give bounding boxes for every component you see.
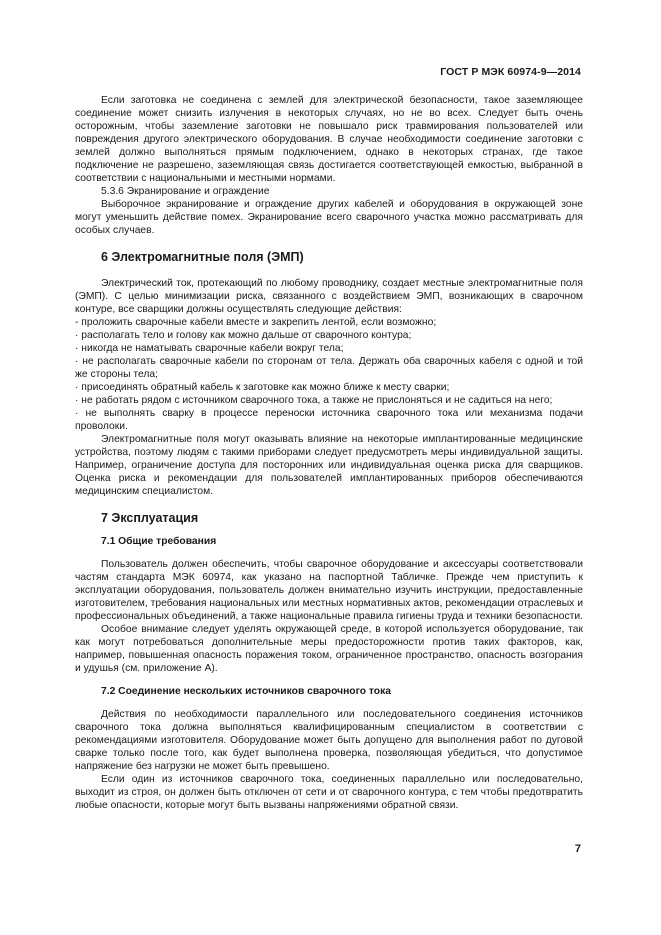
paragraph-emf-intro: Электрический ток, протекающий по любому проводнику, создает местные электромагнитные поля (ЭМП). С целью минимизации риска, связанного с воздействием ЭМП, возникающих в сварочном контуре, все сварщики должны осуществлять следующие действия: (75, 278, 583, 315)
subsection-title-536: 5.3.6 Экранирование и ограждение (101, 186, 270, 197)
list-item: · не располагать сварочные кабели по сторонам от тела. Держать оба сварочных кабеля с одной и той же стороны тела; (75, 356, 583, 380)
list-item: · никогда не наматывать сварочные кабели вокруг тела; (75, 343, 344, 354)
section-7-title: 7 Эксплуатация (101, 511, 199, 525)
section-7-2-title: 7.2 Соединение нескольких источников сварочного тока (101, 686, 391, 697)
document-header: ГОСТ Р МЭК 60974-9—2014 (440, 66, 581, 78)
paragraph-7-2-first: Действия по необходимости параллельного или последовательного соединения источников сварочного тока должна выполняться квалифицированным специалистом в соответствии с рекомендациями изготовителя. Оборудование может быть допущено для выполнения работ по дуговой сварке только после того, как будет выполнена проверка, позволяющая убедиться, что допустимое напряжение без нагрузки не может быть превышено. (75, 709, 583, 772)
paragraph-grounding: Если заготовка не соединена с землей для электрической безопасности, такое заземляющее соединение может снизить излучения в некоторых случаях, но не во всех. Следует быть очень осторожным, чтобы заземление заготовки не повышало риск травмирования пользователей или повреждения другого электрического оборудования. В случае необходимости соединение заготовки с землей должно выполняться прямым подключением, однако в некоторых странах, где такое подключение не разрешено, заземляющая связь достигается соответствующей емкостью, выбранной в соответствии с национальными и местными нормами. (75, 95, 583, 184)
section-6-title: 6 Электромагнитные поля (ЭМП) (101, 250, 304, 264)
page-body (75, 94, 583, 812)
list-item: · не работать рядом с источником сварочного тока, а также не прислоняться и не садиться на него; (75, 395, 553, 406)
list-item: · присоединять обратный кабель к заготовке как можно ближе к месту сварки; (75, 382, 450, 393)
list-item: - проложить сварочные кабели вместе и закрепить лентой, если возможно; (75, 317, 437, 328)
paragraph-implants: Электромагнитные поля могут оказывать влияние на некоторые имплантированные медицинские устройства, поэтому людям с такими приборами следует предусмотреть меры индивидуальной защиты. Например, ограничение доступа для посторонних или индивидуальная оценка риска для сварщиков. Оценка риска и рекомендации для пользователей имплантированных приборов обеспечиваются медицинским специалистом. (75, 434, 583, 497)
list-item: · располагать тело и голову как можно дальше от сварочного контура; (75, 330, 412, 341)
paragraph-7-1-first: Пользователь должен обеспечить, чтобы сварочное оборудование и аксессуары соответствовали частям стандарта МЭК 60974, как указано на паспортной Табличке. Прежде чем приступить к эксплуатации оборудования, пользователь должен внимательно изучить инструкции, предоставленные изготовителем, требования национальных или местных нормативных актов, рекомендации отраслевых и профессиональных объединений, а также национальные правила гигиены труда и техники безопасности. (75, 559, 583, 622)
paragraph-7-1-second: Особое внимание следует уделять окружающей среде, в которой используется оборудование, так как могут потребоваться дополнительные меры предосторожности против таких факторов, как, например, повышенная опасность поражения током, ограниченное пространство, опасность возгорания и удушья (см. приложение А). (75, 624, 583, 674)
page-number: 7 (574, 843, 581, 855)
section-7-1-title: 7.1 Общие требования (101, 536, 217, 547)
list-item: · не выполнять сварку в процессе переноски источника сварочного тока или механизма подачи проволоки. (75, 408, 583, 432)
paragraph-7-2-second: Если один из источников сварочного тока, соединенных параллельно или последовательно, выходит из строя, он должен быть отключен от сети и от сварочного контура, с тем чтобы предотвратить любые опасности, которые могут быть вызваны напряжениями обратной связи. (75, 774, 583, 811)
paragraph-shielding: Выборочное экранирование и ограждение других кабелей и оборудования в окружающей зоне могут уменьшить действие помех. Экранирование всего сварочного участка можно рассматривать для особых случаев. (75, 199, 583, 236)
